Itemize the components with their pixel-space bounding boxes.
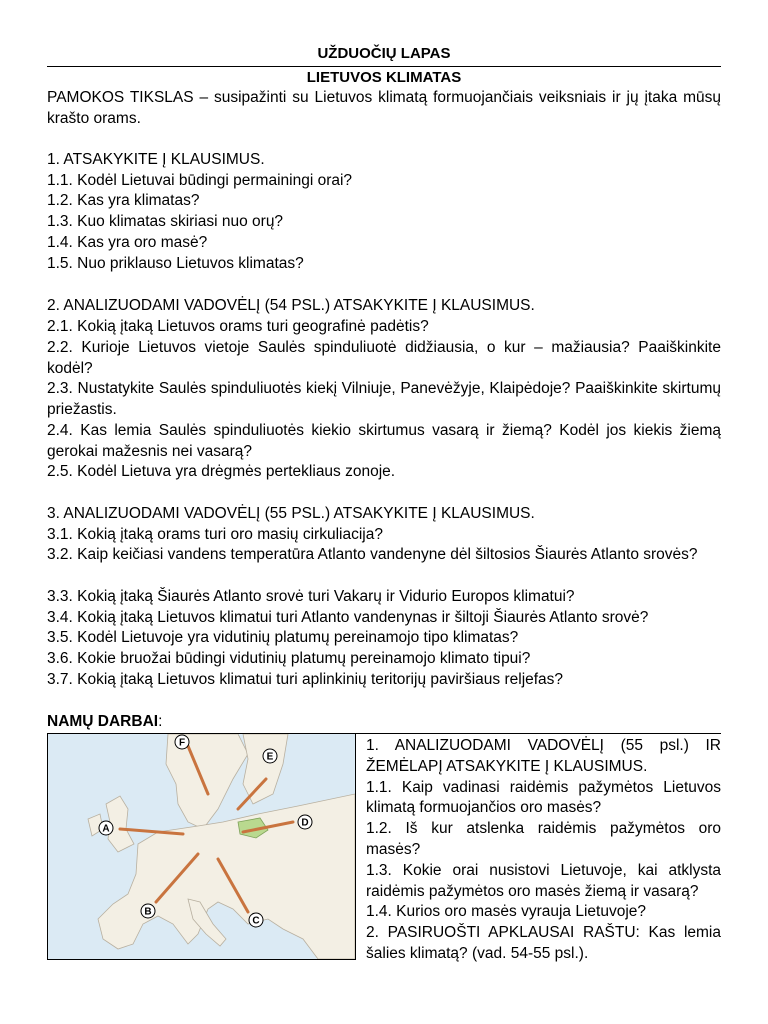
question-3-5: 3.5. Kodėl Lietuvoje yra vidutinių platumų pereinamojo tipo klimatas?: [47, 629, 519, 646]
question-3-1: 3.1. Kokią įtaką orams turi oro masių cirkuliacija?: [47, 526, 383, 543]
homework-task-1-2: 1.2. Iš kur atslenka raidėmis pažymėtos oro masės?: [366, 820, 721, 858]
homework-task-1: 1. ANALIZUODAMI VADOVĖLĮ (55 psl.) IR ŽEMĖLAPĮ ATSAKYKITE Į KLAUSIMUS.: [366, 737, 721, 775]
homework-task-1-3: 1.3. Kokie orai nusistovi Lietuvoje, kai atklysta raidėmis pažymėtos oro masės žiemą ir vasarą?: [366, 861, 721, 900]
section1-heading: 1. ATSAKYKITE Į KLAUSIMUS.: [47, 151, 265, 168]
marker-c: [249, 913, 263, 927]
page-title: UŽDUOČIŲ LAPAS: [317, 45, 451, 62]
homework-task-1-4: 1.4. Kurios oro masės vyrauja Lietuvoje?: [366, 903, 647, 921]
marker-b: [141, 904, 155, 918]
homework-task-1-1: 1.1. Kaip vadinasi raidėmis pažymėtos Lietuvos klimatą formuojančios oro masės?: [366, 778, 721, 817]
marker-f-label: F: [178, 737, 186, 749]
question-2-2: 2.2. Kurioje Lietuvos vietoje Saulės spinduliuotė didžiausia, o kur – mažiausia? Paaiškinkite kodėl?: [47, 339, 721, 377]
question-2-1: 2.1. Kokią įtaką Lietuvos orams turi geografinė padėtis?: [47, 318, 429, 335]
homework-heading: [47, 712, 721, 733]
question-1-3: 1.3. Kuo klimatas skiriasi nuo orų?: [47, 213, 284, 230]
marker-c-label: C: [252, 915, 260, 927]
question-1-2: 1.2. Kas yra klimatas?: [47, 192, 200, 209]
homework-colon: :: [158, 713, 163, 730]
marker-d: [298, 815, 312, 829]
question-3-7: 3.7. Kokią įtaką Lietuvos klimatui turi aplinkinių teritorijų paviršiaus reljefas?: [47, 671, 564, 688]
section3-heading: 3. ANALIZUODAMI VADOVĖLĮ (55 PSL.) ATSAKYKITE Į KLAUSIMUS.: [47, 505, 535, 522]
question-2-3: 2.3. Nustatykite Saulės spinduliuotės kiekį Vilniuje, Panevėžyje, Klaipėdoje? Paaiškinkite skirtumų priežastis.: [47, 380, 721, 418]
question-2-5: 2.5. Kodėl Lietuva yra drėgmės pertekliaus zonoje.: [47, 463, 396, 480]
marker-f: [175, 735, 189, 749]
marker-e: [263, 749, 277, 763]
europe-map-svg: [48, 734, 355, 959]
marker-d-label: D: [301, 817, 309, 829]
question-3-2: 3.2. Kaip keičiasi vandens temperatūra Atlanto vandenyne dėl šiltosios Šiaurės Atlanto srovės?: [47, 546, 698, 563]
question-1-1: 1.1. Kodėl Lietuvai būdingi permainingi orai?: [47, 172, 353, 189]
marker-e-label: E: [266, 751, 274, 763]
homework-label: NAMŲ DARBAI: [47, 713, 159, 730]
question-3-3: 3.3. Kokią įtaką Šiaurės Atlanto srovė turi Vakarų ir Vidurio Europos klimatui?: [47, 588, 575, 605]
air-masses-map: [47, 733, 356, 960]
homework-task-2: 2. PASIRUOŠTI APKLAUSAI RAŠTU: Kas lemia šalies klimatą? (vad. 54-55 psl.).: [366, 924, 721, 962]
question-1-5: 1.5. Nuo priklauso Lietuvos klimatas?: [47, 255, 304, 272]
lesson-goal: PAMOKOS TIKSLAS – susipažinti su Lietuvos klimatą formuojančiais veiksniais ir jų įtaka mūsų krašto orams.: [47, 89, 721, 127]
question-3-6: 3.6. Kokie bruožai būdingi vidutinių platumų pereinamojo klimato tipui?: [47, 650, 531, 667]
question-3-4: 3.4. Kokią įtaką Lietuvos klimatui turi Atlanto vandenynas ir šiltoji Šiaurės Atlanto srovė?: [47, 609, 649, 626]
question-1-4: 1.4. Kas yra oro masė?: [47, 234, 208, 251]
section2-heading: 2. ANALIZUODAMI VADOVĖLĮ (54 PSL.) ATSAKYKITE Į KLAUSIMUS.: [47, 297, 535, 314]
homework-tasks: [366, 736, 721, 965]
marker-a-label: A: [102, 823, 110, 835]
page-subtitle: LIETUVOS KLIMATAS: [306, 69, 462, 86]
marker-a: [99, 821, 113, 835]
question-2-4: 2.4. Kas lemia Saulės spinduliuotės kiekio skirtumus vasarą ir žiemą? Kodėl jos kiekis žiemą gerokai mažesnis nei vasarą?: [47, 422, 721, 460]
title-divider: [47, 66, 721, 67]
marker-b-label: B: [144, 906, 152, 918]
